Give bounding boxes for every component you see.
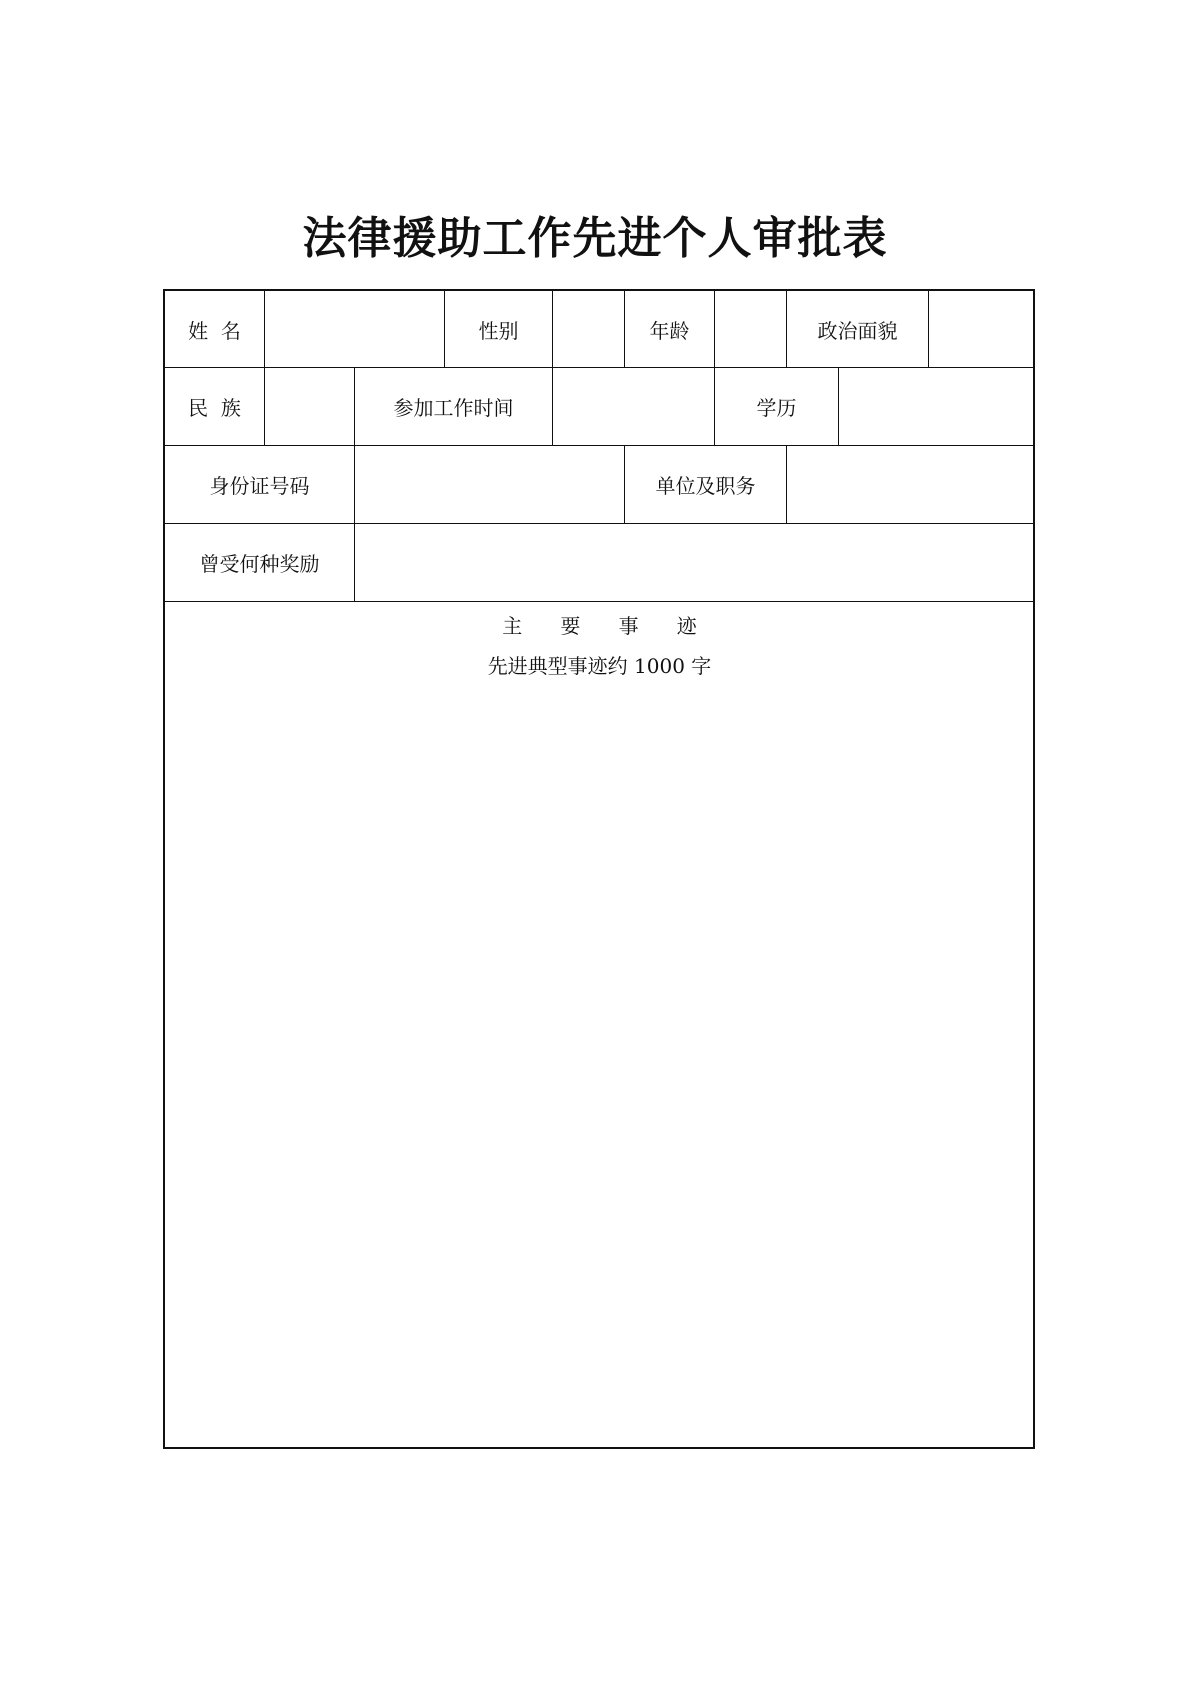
main-deeds-heading: 主 要 事 迹 bbox=[502, 614, 697, 638]
age-label: 年龄 bbox=[649, 318, 690, 343]
unit-position-label: 单位及职务 bbox=[655, 474, 756, 498]
ethnicity-field[interactable] bbox=[265, 368, 354, 445]
name-label: 姓 名 bbox=[188, 318, 241, 343]
political-status-label: 政治面貌 bbox=[817, 318, 898, 343]
age-field[interactable] bbox=[715, 291, 786, 367]
gender-field[interactable] bbox=[553, 291, 624, 367]
name-field[interactable] bbox=[265, 291, 444, 367]
row-divider-4 bbox=[163, 601, 1035, 602]
main-deeds-field[interactable] bbox=[166, 690, 1033, 1450]
education-label: 学历 bbox=[756, 396, 797, 420]
political-status-field[interactable] bbox=[929, 291, 1033, 367]
gender-label: 性别 bbox=[478, 318, 519, 343]
education-field[interactable] bbox=[839, 368, 1033, 445]
title-part-1: 法律援助工作 bbox=[302, 213, 573, 264]
ethnicity-label: 民 族 bbox=[188, 396, 241, 420]
awards-field[interactable] bbox=[355, 524, 1033, 601]
id-number-label: 身份证号码 bbox=[209, 474, 310, 498]
form-border-right bbox=[1033, 289, 1035, 1449]
id-number-field[interactable] bbox=[355, 446, 624, 523]
work-start-label: 参加工作时间 bbox=[393, 396, 514, 420]
work-start-field[interactable] bbox=[553, 368, 714, 445]
unit-position-field[interactable] bbox=[787, 446, 1033, 523]
title-part-2: 先进个人审批表 bbox=[572, 213, 888, 264]
main-deeds-note: 先进典型事迹约 1000 字 bbox=[487, 654, 712, 678]
awards-label: 曾受何种奖励 bbox=[199, 552, 320, 576]
